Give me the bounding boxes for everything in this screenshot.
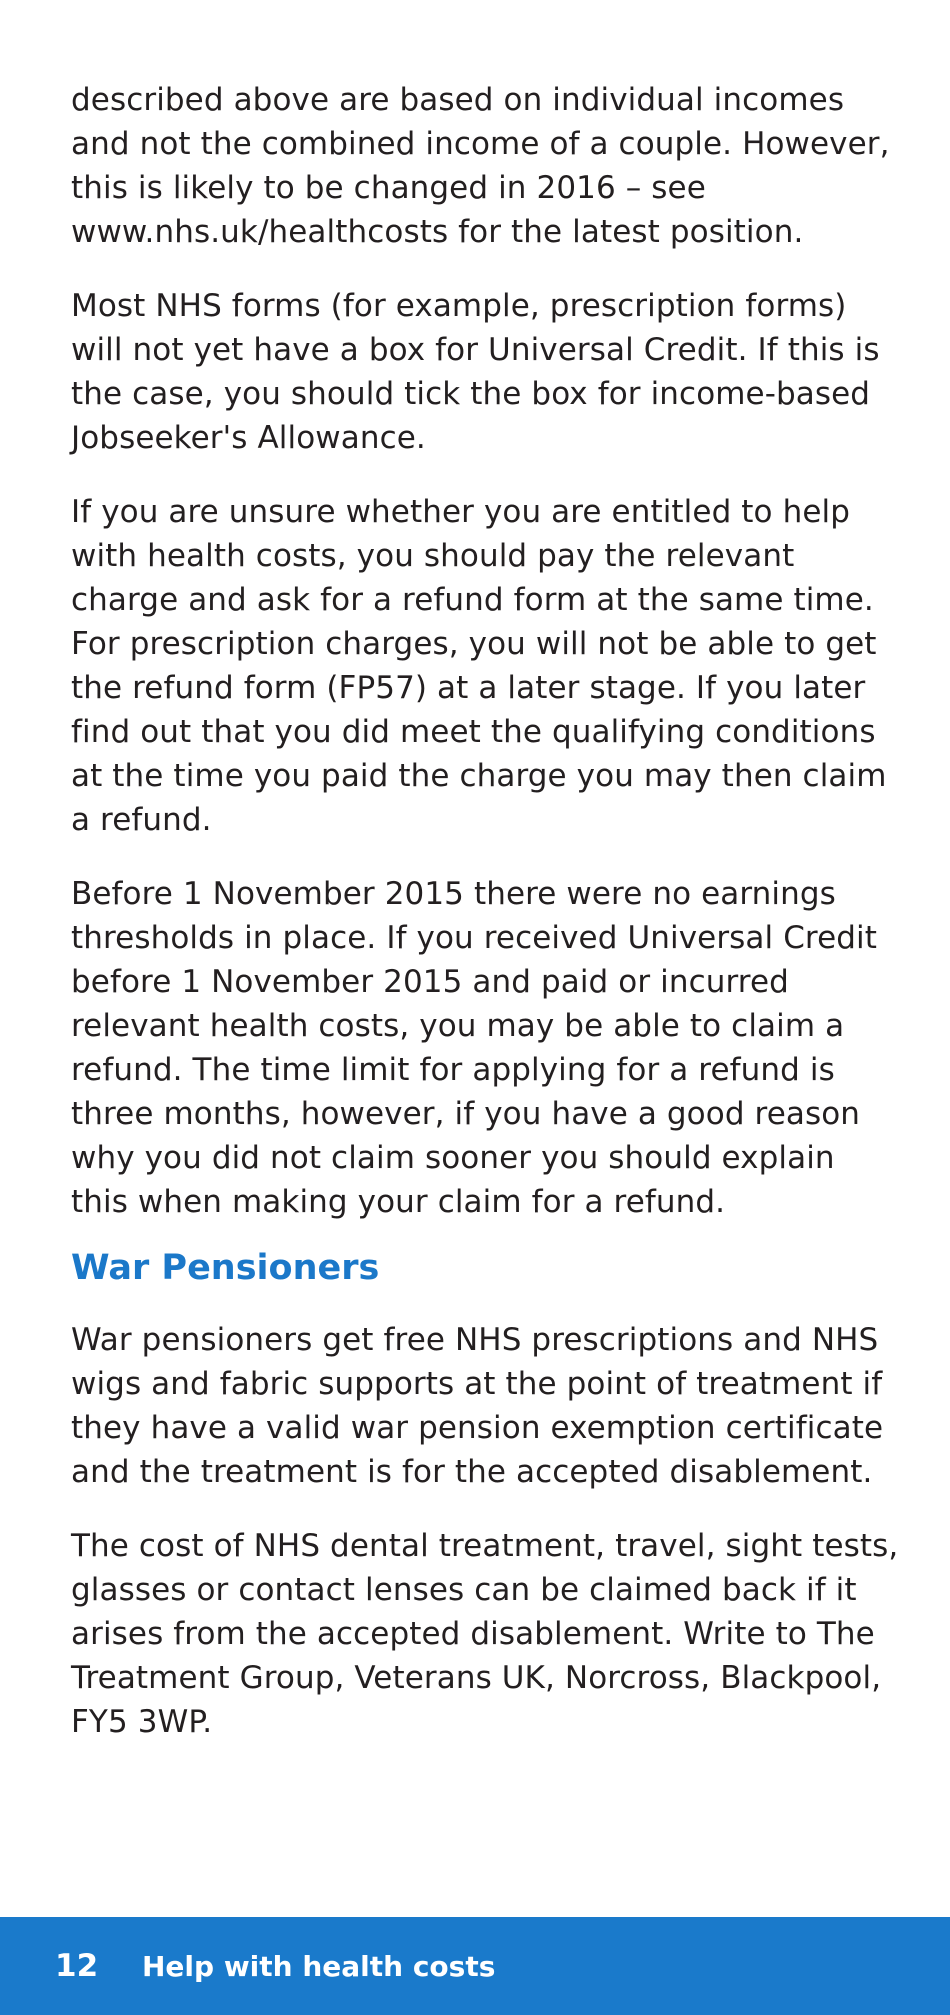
page-number: 12	[55, 1948, 99, 1984]
paragraph-war-pensioners-costs: The cost of NHS dental treatment, travel, sight tests, glasses or contact lenses can be claimed back if it arises from the accepted disablement. Write to The Treatment Group, Veterans UK, Norcross, Blackpool, FY5 3WP.	[71, 1528, 899, 1740]
page-content	[71, 78, 901, 1774]
paragraph-nhs-forms: Most NHS forms (for example, prescription forms) will not yet have a box for Universal Credit. If this is the case, you should tick the box for income-based Jobseeker's Allowance.	[71, 288, 880, 456]
paragraph-war-pensioners-free: War pensioners get free NHS prescriptions and NHS wigs and fabric supports at the point of treatment if they have a valid war pension exemption certificate and the treatment is for the accepted disablement.	[71, 1322, 884, 1490]
section-heading-war-pensioners: War Pensioners	[71, 1248, 380, 1288]
paragraph-combined-income: described above are based on individual incomes and not the combined income of a couple. However, this is likely to be changed in 2016 – see www.nhs.uk/healthcosts for the latest position.	[71, 82, 890, 250]
paragraph-before-november: Before 1 November 2015 there were no earnings thresholds in place. If you received Universal Credit before 1 November 2015 and paid or incurred relevant health costs, you may be able to claim a refund. The time limit for applying for a refund is three months, however, if you have a good reason why you did not claim sooner you should explain this when making your claim for a refund.	[71, 876, 878, 1220]
paragraph-unsure-entitlement: If you are unsure whether you are entitled to help with health costs, you should pay the relevant charge and ask for a refund form at the same time. For prescription charges, you will not be able to get the refund form (FP57) at a later stage. If you later find out that you did meet the qualifying conditions at the time you paid the charge you may then claim a refund.	[71, 494, 887, 838]
page-footer	[0, 1917, 950, 2015]
footer-title: Help with health costs	[142, 1950, 496, 1983]
